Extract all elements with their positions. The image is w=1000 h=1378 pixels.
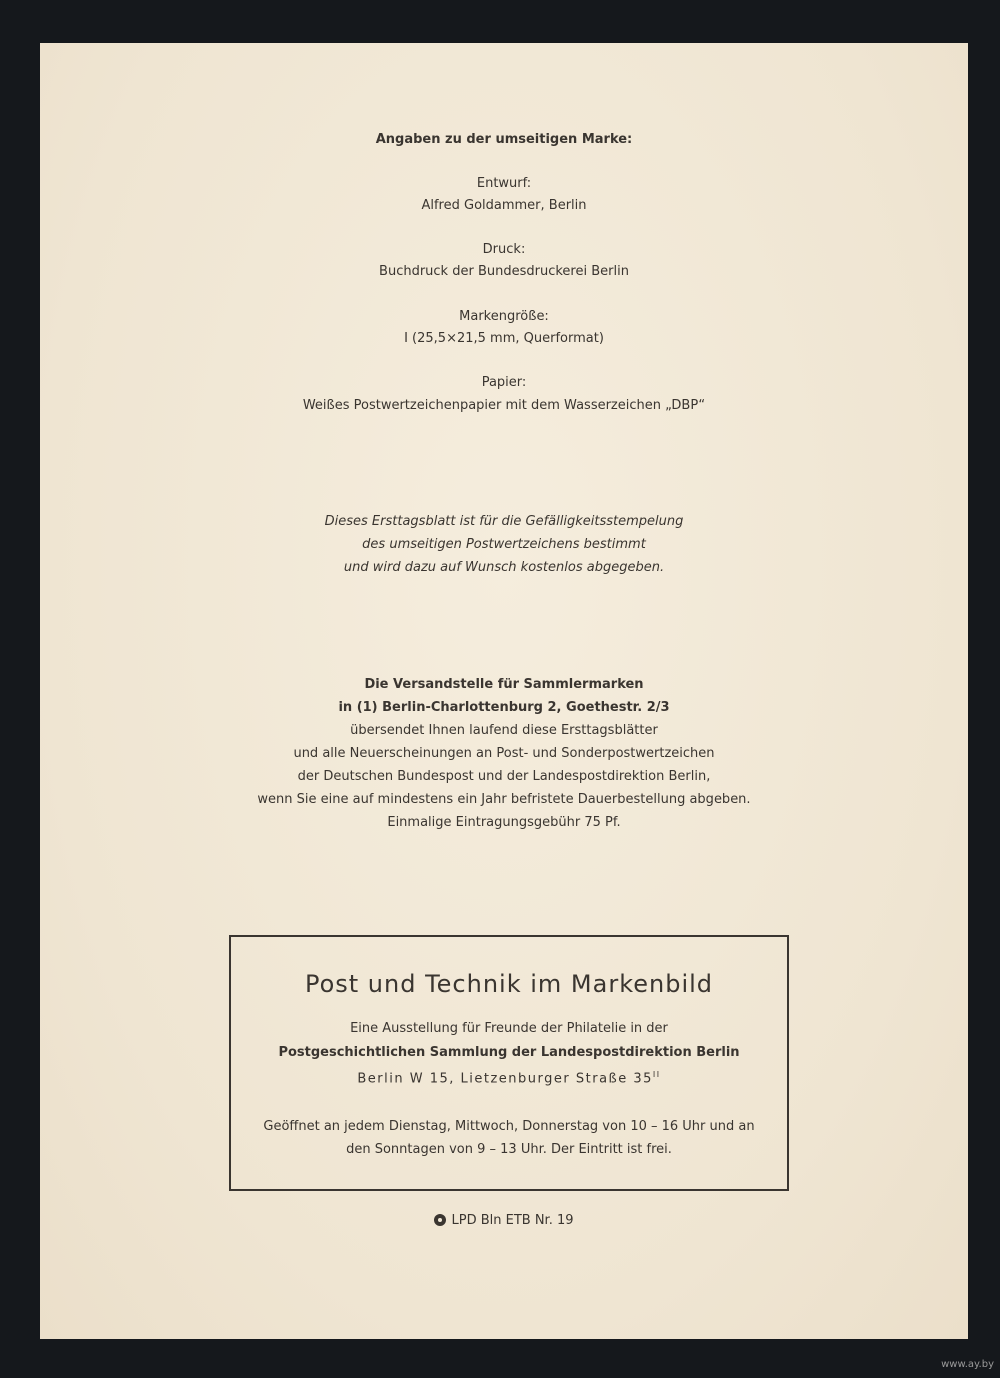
versand-line-7: Einmalige Eintragungsgebühr 75 Pf. bbox=[387, 815, 621, 830]
versand-line-2: in (1) Berlin-Charlottenburg 2, Goethestr. 2/3 bbox=[338, 700, 670, 715]
footer-code: LPD Bln ETB Nr. 19 bbox=[451, 1213, 574, 1228]
exhibition-line-1: Eine Ausstellung für Freunde der Philatelie in der bbox=[350, 1021, 668, 1036]
notice-line-2: des umseitigen Postwertzeichens bestimmt bbox=[362, 537, 646, 552]
first-day-sheet bbox=[40, 43, 968, 1339]
exhibition-box bbox=[229, 935, 789, 1191]
druck-label: Druck: bbox=[482, 242, 526, 257]
post-horn-icon bbox=[434, 1214, 446, 1226]
versand-line-5: der Deutschen Bundespost und der Landespostdirektion Berlin, bbox=[297, 769, 711, 784]
markengroesse-label: Markengröße: bbox=[459, 309, 549, 324]
notice-line-1: Dieses Ersttagsblatt ist für die Gefälligkeitsstempelung bbox=[324, 514, 684, 529]
versand-line-1: Die Versandstelle für Sammlermarken bbox=[364, 677, 644, 692]
exhibition-address bbox=[231, 1065, 787, 1089]
papier-label: Papier: bbox=[481, 375, 527, 390]
exhibition-line-2: Postgeschichtlichen Sammlung der Landespostdirektion Berlin bbox=[278, 1045, 740, 1060]
exhibition-address-sup: II bbox=[652, 1070, 661, 1079]
footer bbox=[40, 1211, 968, 1231]
watermark: www.ay.by bbox=[941, 1359, 994, 1370]
markengroesse-value: I (25,5×21,5 mm, Querformat) bbox=[404, 331, 604, 346]
exhibition-title: Post und Technik im Markenbild bbox=[304, 970, 714, 998]
papier-value: Weißes Postwertzeichenpapier mit dem Wasserzeichen „DBP“ bbox=[302, 398, 706, 413]
notice-line-3: und wird dazu auf Wunsch kostenlos abgegeben. bbox=[343, 560, 665, 575]
druck-value: Buchdruck der Bundesdruckerei Berlin bbox=[379, 264, 629, 279]
versand-line-4: und alle Neuerscheinungen an Post- und Sonderpostwertzeichen bbox=[293, 746, 715, 761]
versand-line-3: übersendet Ihnen laufend diese Ersttagsblätter bbox=[350, 723, 658, 738]
versand-line-6: wenn Sie eine auf mindestens ein Jahr befristete Dauerbestellung abgeben. bbox=[257, 792, 751, 807]
entwurf-value: Alfred Goldammer, Berlin bbox=[421, 198, 587, 213]
entwurf-label: Entwurf: bbox=[476, 176, 532, 191]
exhibition-hours-2: den Sonntagen von 9 – 13 Uhr. Der Eintritt ist frei. bbox=[346, 1142, 672, 1157]
exhibition-address-text: Berlin W 15, Lietzenburger Straße 35 bbox=[357, 1071, 653, 1087]
spec-heading: Angaben zu der umseitigen Marke: bbox=[375, 132, 633, 147]
exhibition-hours-1: Geöffnet an jedem Dienstag, Mittwoch, Donnerstag von 10 – 16 Uhr und an bbox=[263, 1119, 755, 1134]
